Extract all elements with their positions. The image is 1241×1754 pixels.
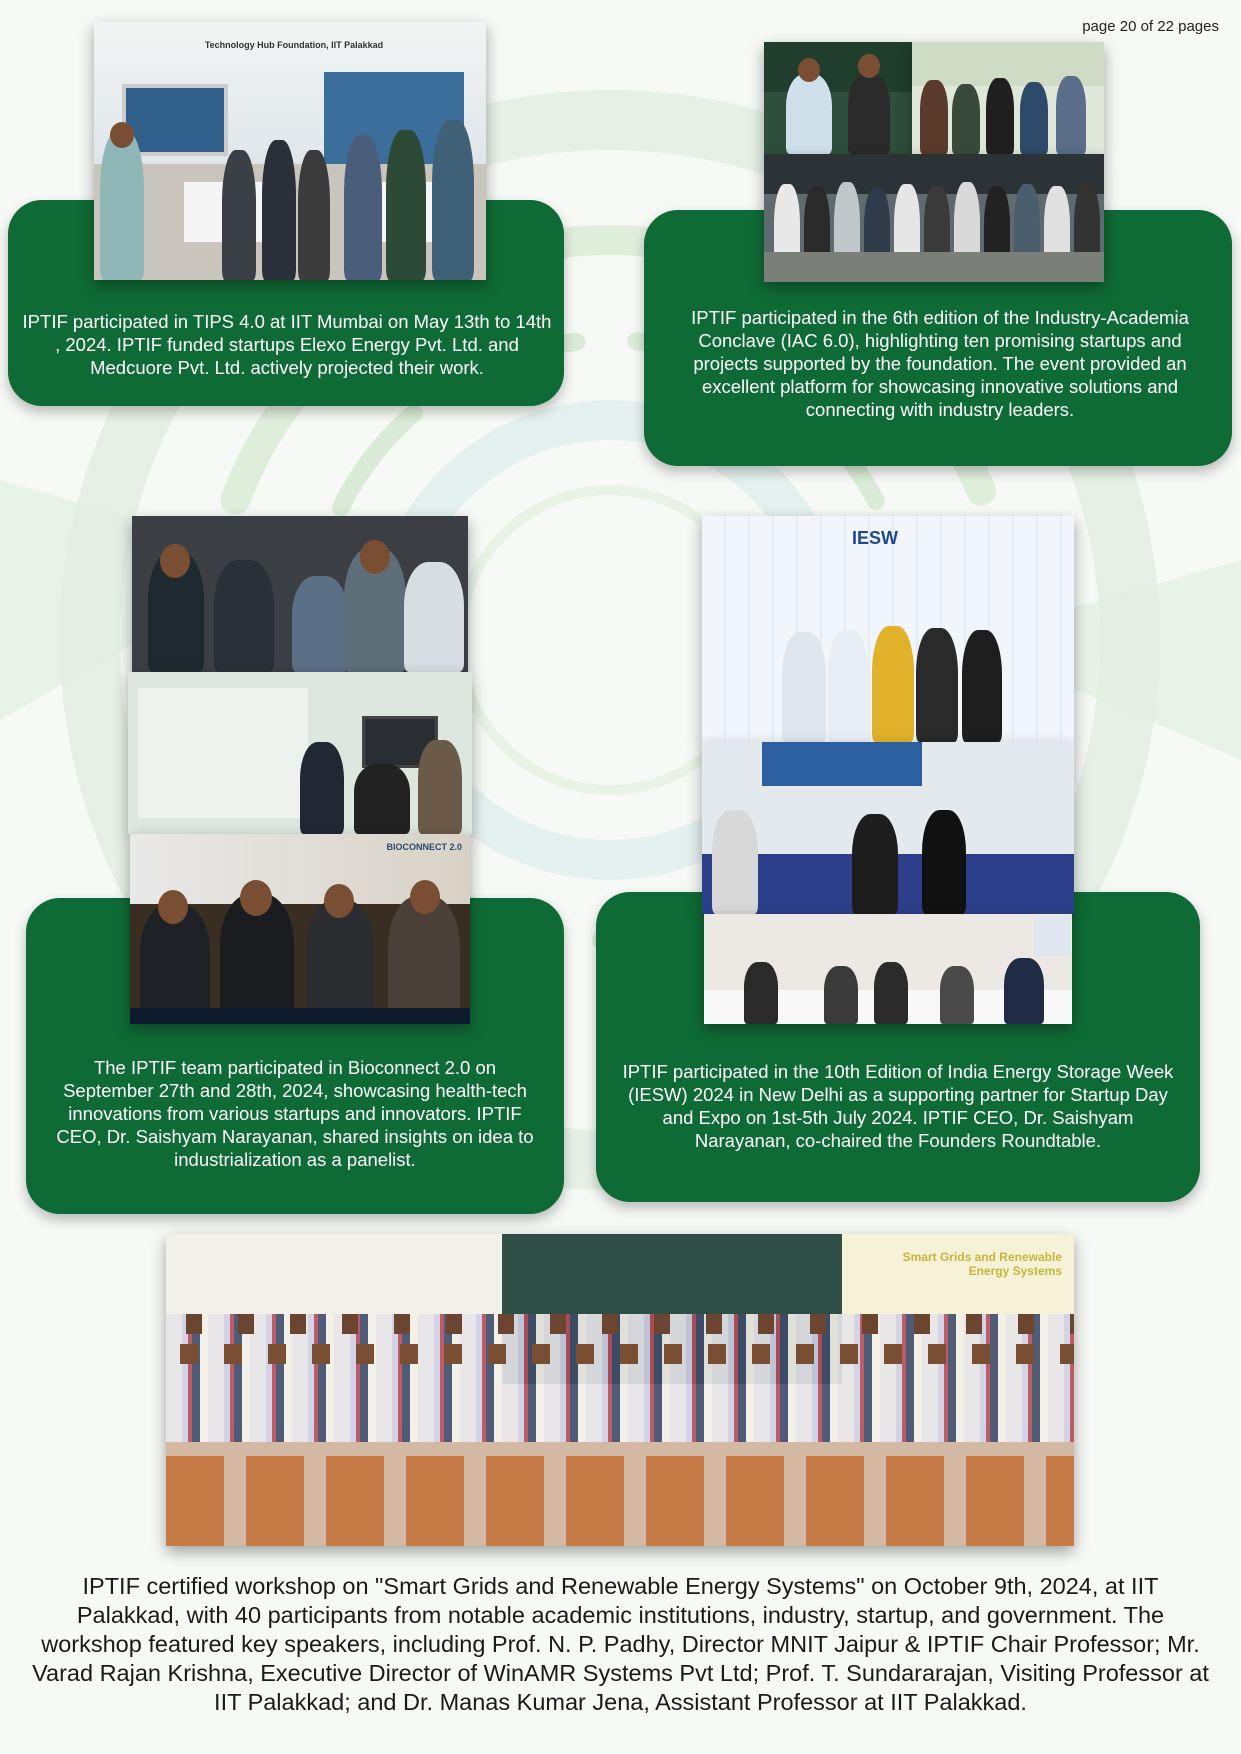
person	[222, 150, 256, 280]
person	[214, 560, 274, 672]
person	[828, 630, 868, 742]
person	[916, 628, 958, 742]
iesw-logo: IESW	[852, 528, 899, 548]
person	[872, 626, 914, 742]
photo-iac-group-large	[764, 154, 1104, 282]
photo-iesw-expo	[702, 742, 1074, 914]
person	[1020, 82, 1048, 154]
photo-iac-group-small	[912, 42, 1104, 154]
person	[940, 966, 974, 1024]
person	[852, 814, 898, 914]
photo-iac-award	[764, 42, 912, 154]
booth-banner: Technology Hub Foundation, IIT Palakkad	[204, 40, 384, 50]
person	[344, 135, 382, 280]
person	[848, 74, 890, 154]
person	[354, 764, 410, 834]
person	[824, 966, 858, 1024]
photo-bioconnect-booth	[128, 672, 472, 834]
person	[262, 140, 296, 280]
workshop-banner: Smart Grids and Renewable Energy Systems	[902, 1250, 1062, 1278]
person	[300, 742, 344, 834]
photo-iesw-roundtable	[704, 914, 1072, 1024]
photo-workshop-group	[166, 1234, 1074, 1546]
caption-bioconnect: The IPTIF team participated in Bioconnect 2.0 on September 27th and 28th, 2024, showcasing health-tech innovations from various startups and innovators. IPTIF CEO, Dr. Saishyam Narayanan, shared insights on idea to industrialization as a panelist.	[56, 1057, 534, 1170]
person	[100, 130, 144, 280]
person	[786, 74, 832, 154]
person	[962, 630, 1002, 742]
workshop-caption: IPTIF certified workshop on "Smart Grids and Renewable Energy Systems" on October 9th, 2024, at IIT Palakkad, with 40 participants from notable academic institutions, industry, startup, and government. The workshop featured key speakers, including Prof. N. P. Padhy, Director MNIT Jaipur & IPTIF Chair Professor; Mr. Varad Rajan Krishna, Executive Director of WinAMR Systems Pvt Ltd; Prof. T. Sundararajan, Visiting Professor at IIT Palakkad; and Dr. Manas Kumar Jena, Assistant Professor at IIT Palakkad.	[32, 1573, 1209, 1715]
person	[418, 740, 462, 834]
auditorium-chairs	[166, 1456, 1074, 1546]
photo-tips-booth	[94, 22, 486, 280]
photo-bioconnect-panel	[130, 834, 470, 1024]
person	[388, 896, 460, 1024]
caption-iac: IPTIF participated in the 6th edition of the Industry-Academia Conclave (IAC 6.0), highlighting ten promising startups and projects supported by the foundation. The event provided an excellent platform for showcasing innovative solutions and connecting with industry leaders.	[691, 307, 1189, 420]
caption-iesw: IPTIF participated in the 10th Edition of India Energy Storage Week (IESW) 2024 in New Delhi as a supporting partner for Startup Day and Expo on 1st-5th July 2024. IPTIF CEO, Dr. Saishyam Narayanan, co-chaired the Founders Roundtable.	[622, 1061, 1174, 1151]
person	[432, 120, 474, 280]
page-indicator: page 20 of 22 pages	[1082, 18, 1219, 35]
person	[874, 962, 908, 1024]
photo-iesw-backdrop	[702, 516, 1074, 742]
person	[404, 562, 464, 672]
photo-bioconnect-discussion	[132, 516, 468, 672]
person	[1004, 958, 1044, 1024]
caption-tips: IPTIF participated in TIPS 4.0 at IIT Mumbai on May 13th to 14th , 2024. IPTIF funded startups Elexo Energy Pvt. Ltd. and Medcuore Pvt. Ltd. actively projected their work.	[22, 311, 552, 378]
person	[952, 84, 980, 154]
person	[922, 810, 966, 914]
panel-banner: BIOCONNECT 2.0	[386, 842, 462, 852]
person	[744, 962, 778, 1024]
person	[292, 576, 348, 672]
person	[1056, 76, 1086, 154]
person	[986, 78, 1014, 154]
person	[298, 150, 330, 280]
person	[386, 130, 426, 280]
person	[782, 632, 826, 742]
person	[920, 80, 948, 154]
person	[306, 900, 374, 1024]
person	[712, 810, 758, 914]
